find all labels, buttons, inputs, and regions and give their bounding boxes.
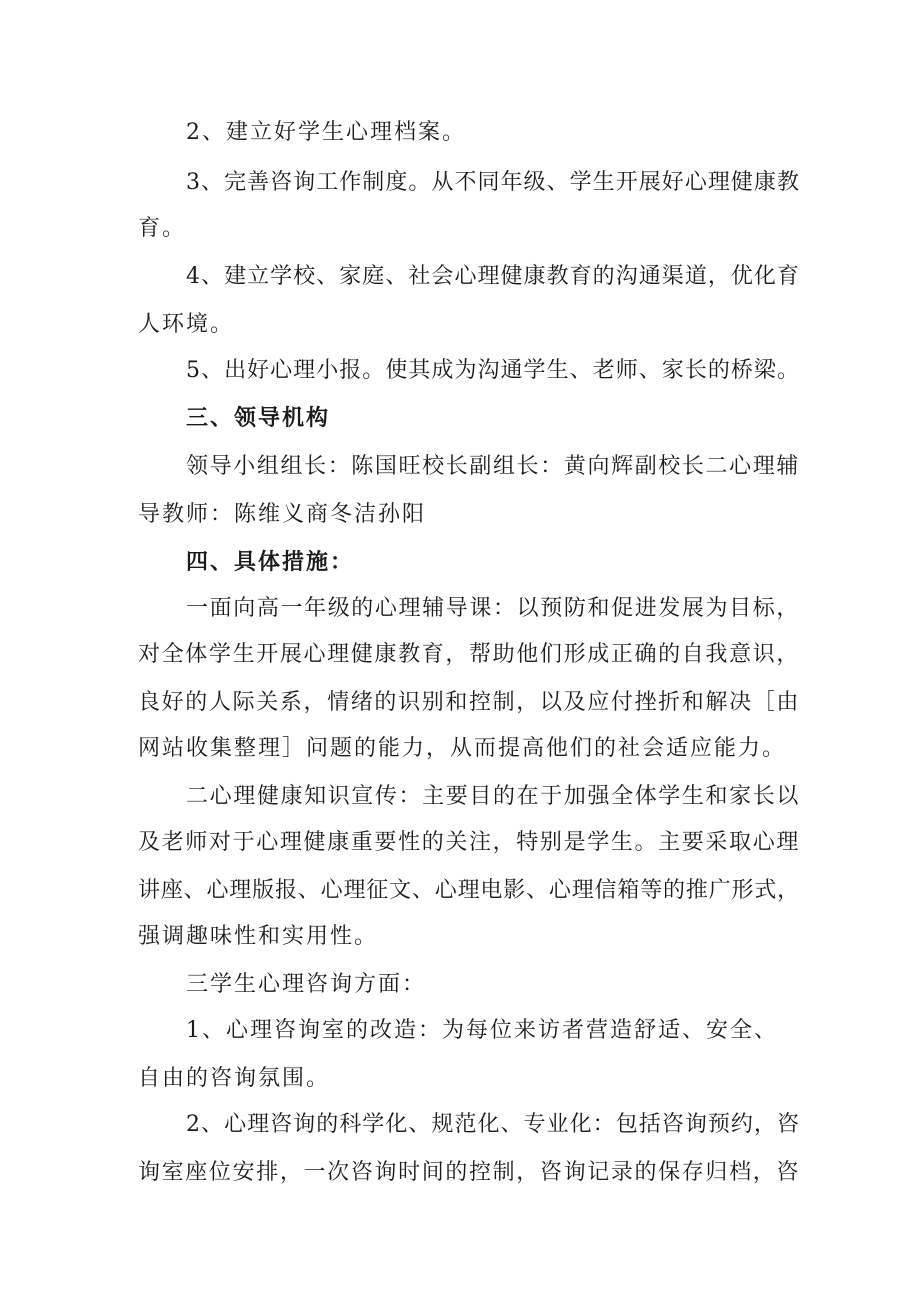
- section-heading-3: 三、领导机构: [186, 406, 331, 431]
- item-4-line-2: 人环境。: [138, 312, 235, 337]
- consult-item-2-line-2: 询室座位安排，一次咨询时间的控制，咨询记录的保存归档，咨: [138, 1160, 801, 1185]
- consult-item-1-line-2: 自由的咨询氛围。: [138, 1066, 331, 1091]
- item-3-line-2: 育。: [138, 216, 187, 241]
- measure-2-line-3: 讲座、心理版报、心理征文、心理电影、心理信箱等的推广形式，: [138, 878, 801, 903]
- consult-item-2-line-1: 2、心理咨询的科学化、规范化、专业化：包括咨询预约，咨: [186, 1112, 800, 1137]
- item-2-line: 2、建立好学生心理档案。: [186, 120, 466, 145]
- measure-2-line-2: 及老师对于心理健康重要性的关注，特别是学生。主要采取心理: [138, 830, 801, 855]
- leadership-line-1: 领导小组组长：陈国旺校长副组长：黄向辉副校长二心理辅: [186, 454, 801, 479]
- measure-3-heading: 三学生心理咨询方面：: [186, 972, 427, 997]
- measure-1-line-3: 良好的人际关系，情绪的识别和控制，以及应付挫折和解决［由: [138, 690, 801, 715]
- measure-2-line-4: 强调趣味性和实用性。: [138, 924, 379, 949]
- measure-1-line-4: 网站收集整理］问题的能力，从而提高他们的社会适应能力。: [138, 736, 787, 761]
- consult-item-1-line-1: 1、心理咨询室的改造：为每位来访者营造舒适、安全、: [186, 1018, 778, 1043]
- measure-2-line-1: 二心理健康知识宣传：主要目的在于加强全体学生和家长以: [186, 784, 801, 809]
- item-5-line: 5、出好心理小报。使其成为沟通学生、老师、家长的桥梁。: [186, 358, 800, 383]
- section-heading-4: 四、具体措施：: [186, 550, 355, 575]
- measure-1-line-2: 对全体学生开展心理健康教育，帮助他们形成正确的自我意识，: [138, 642, 801, 667]
- item-3-line-1: 3、完善咨询工作制度。从不同年级、学生开展好心理健康教: [186, 170, 800, 195]
- measure-1-line-1: 一面向高一年级的心理辅导课：以预防和促进发展为目标，: [186, 596, 801, 621]
- leadership-line-2: 导教师：陈维义商冬洁孙阳: [138, 502, 427, 527]
- item-4-line-1: 4、建立学校、家庭、社会心理健康教育的沟通渠道，优化育: [186, 264, 800, 289]
